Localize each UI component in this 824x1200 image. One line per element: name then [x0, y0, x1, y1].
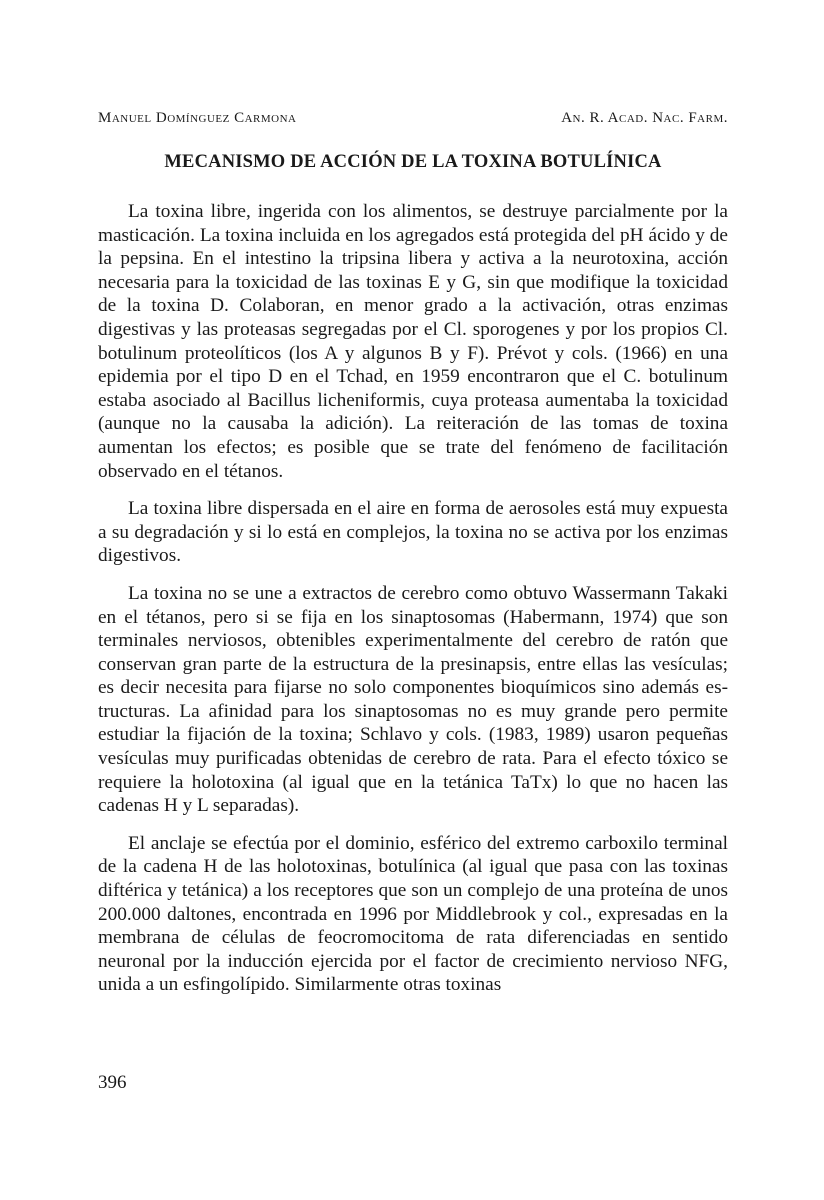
paragraph-4: El anclaje se efectúa por el dominio, esférico del extremo carboxilo terminal de la cadena H de las holotoxinas, botulínica (al igual que pasa con las toxinas diftérica y tetánica) a los receptores que son un complejo de una proteína de unos 200.000 daltones, encontrada en 1996 por Middlebrook y col., expresadas en la membrana de células de feocromocitoma de rata diferenciadas en sentido neuronal por la inducción ejercida por el factor de crecimiento nervioso NFG, unida a un esfingolípido. Similarmente otras toxinas	[98, 832, 728, 996]
section-title: MECANISMO DE ACCIÓN DE LA TOXINA BOTULÍNICA	[164, 152, 662, 172]
paragraph-2: La toxina libre dispersada en el aire en forma de aerosoles está muy expuesta a su degradación y si lo está en complejos, la toxina no se activa por los enzimas digestivos.	[98, 498, 728, 567]
paragraph-1: La toxina libre, ingerida con los alimentos, se destruye parcialmente por la masticación. La toxina incluida en los agregados está protegida del pH ácido y de la pepsina. En el intestino la tripsina libera y activa a la neurotoxina, acción necesaria para la toxicidad de las toxinas E y G, sin que modifique la toxicidad de la toxina D. Colaboran, en menor grado a la activación, otras enzimas digestivas y las proteasas segregadas por el Cl. sporogenes y por los propios Cl. botulinum proteolíticos (los A y algunos B y F). Prévot y cols. (1966) en una epidemia por el tipo D en el Tchad, en 1959 encontraron que el C. botulinum estaba asociado al Bacillus licheniformis, cuya proteasa aumentaba la toxicidad (aunque no la causaba la adición). La reiteración de las tomas de toxina aumentan los efectos; es posible que se trate del fenómeno de facilitación observado en el tétanos.	[98, 201, 728, 482]
header-author: Manuel Domínguez Carmona	[98, 110, 297, 126]
running-header	[98, 110, 728, 132]
page-number: 396	[98, 1072, 127, 1093]
body-text	[98, 200, 728, 1011]
header-journal: An. R. Acad. Nac. Farm.	[561, 110, 728, 126]
paragraph-3: La toxina no se une a extractos de cerebro como obtuvo Wassermann Takaki en el tétanos, pero si se fija en los sinaptosomas (Habermann, 1974) que son terminales nerviosos, obtenibles experimentalmente del cerebro de ratón que conservan gran parte de la estructura de la presinapsis, entre ellas las vesículas; es decir necesita para fijarse no solo componentes bioquímicos sino además estructuras. La afinidad para los sinaptosomas no es muy grande pero permite estudiar la fijación de la toxina; Schlavo y cols. (1983, 1989) usaron pequeñas vesículas muy purificadas obtenidas de cerebro de rata. Para el efecto tóxico se requiere la holotoxina (al igual que en la tetánica TaTx) lo que no hacen las cadenas H y L separadas).	[98, 582, 728, 817]
